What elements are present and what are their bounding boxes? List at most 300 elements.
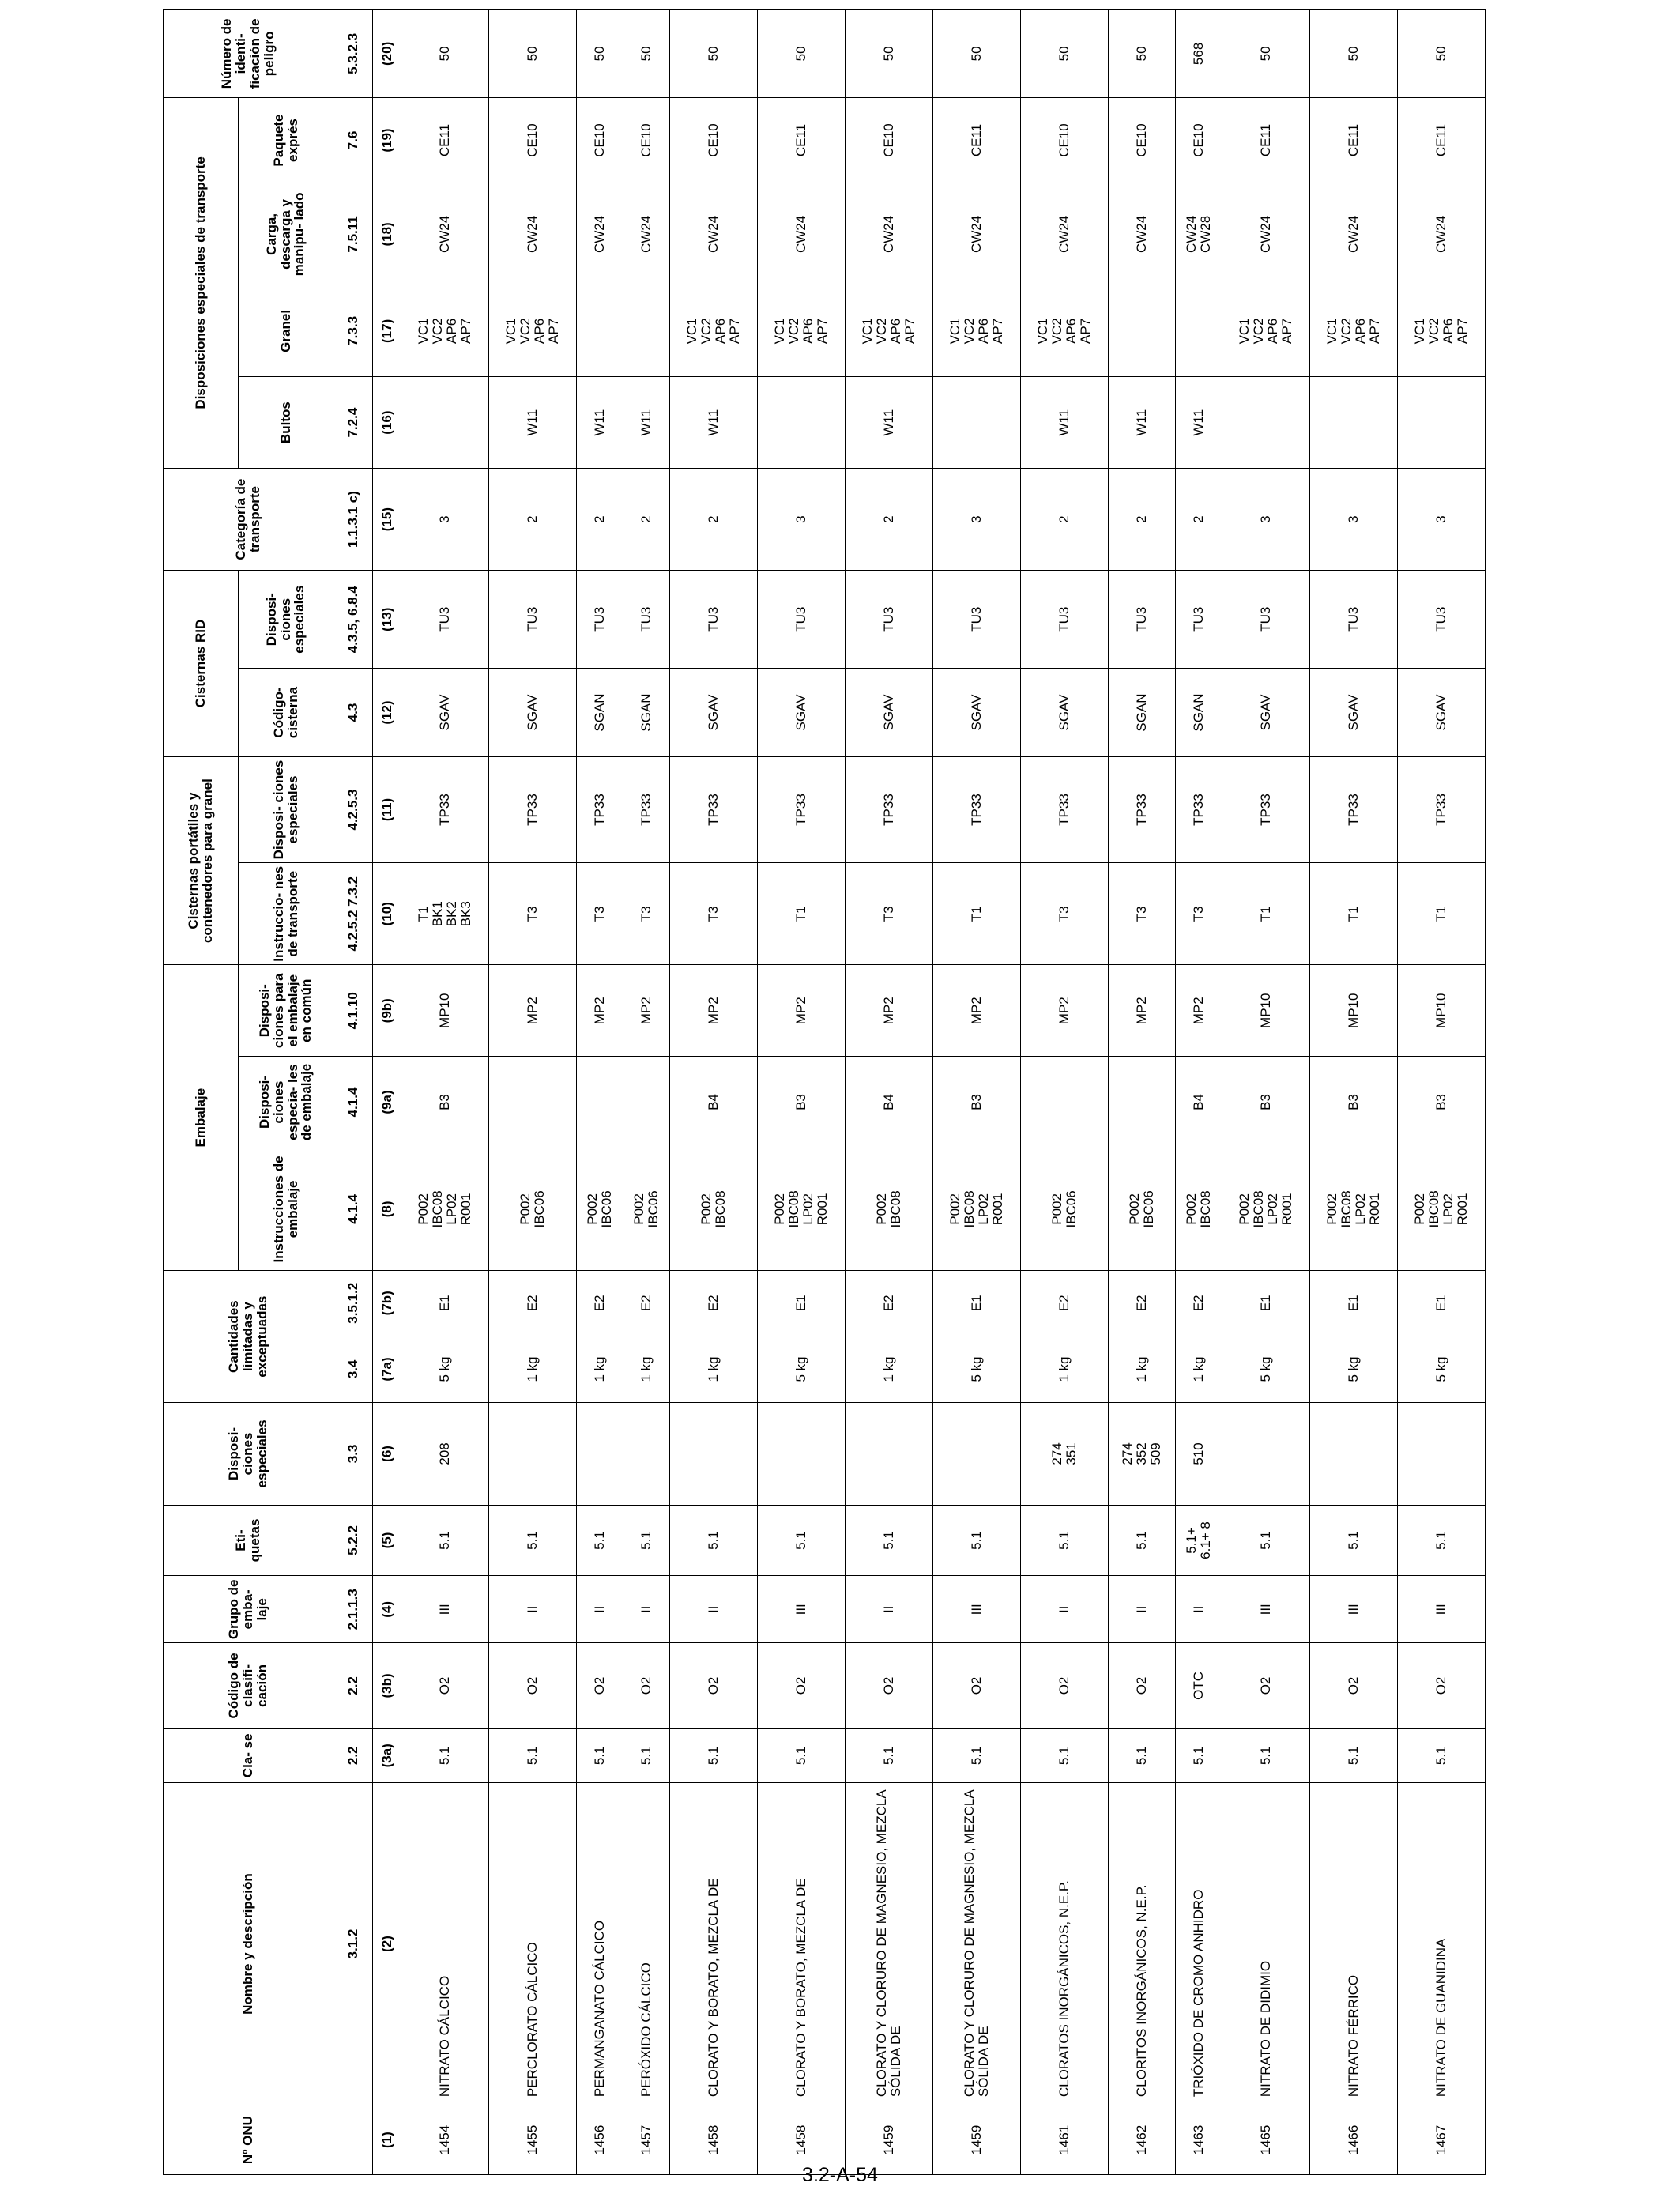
table-row bbox=[1309, 10, 1397, 2175]
header-numero-peligro: Número de identi- ficación de peligro bbox=[164, 10, 333, 98]
table-cell: TP33 bbox=[846, 756, 933, 862]
table-cell bbox=[846, 1403, 933, 1505]
table-cell: T1 bbox=[1397, 863, 1485, 965]
table-cell: SGAV bbox=[1020, 669, 1108, 757]
substance-name-cell: CLORATO Y CLORURO DE MAGNESIO, MEZCLA SÓLIDA DE bbox=[932, 1782, 1020, 2105]
table-cell: T1 BK1 BK2 BK3 bbox=[401, 863, 489, 965]
substance-name-cell: TRIÓXIDO DE CROMO ANHIDRO bbox=[1175, 1782, 1222, 2105]
table-cell: CW24 bbox=[846, 183, 933, 285]
table-cell: MP10 bbox=[1397, 965, 1485, 1057]
table-cell: 50 bbox=[1222, 10, 1310, 98]
table-cell: W11 bbox=[623, 377, 670, 469]
table-cell: 50 bbox=[1020, 10, 1108, 98]
table-cell: CW24 bbox=[1108, 183, 1175, 285]
table-cell: 1454 bbox=[401, 2105, 489, 2175]
column-number-cell: (8) bbox=[373, 1148, 401, 1270]
column-number-cell: (5) bbox=[373, 1505, 401, 1576]
column-number-cell: (15) bbox=[373, 469, 401, 571]
header-disp-especiales-rid: Disposi- ciones especiales bbox=[239, 571, 333, 669]
table-cell: TP33 bbox=[623, 756, 670, 862]
table-cell: TU3 bbox=[576, 571, 623, 669]
table-cell: W11 bbox=[1108, 377, 1175, 469]
column-number-cell: (9a) bbox=[373, 1057, 401, 1148]
header-grupo-embalaje: Grupo de emba- laje bbox=[164, 1576, 333, 1643]
header-disp-especiales-embalaje: Disposi- ciones especia- les de embalaje bbox=[239, 1057, 333, 1148]
header-carga-descarga: Carga, descarga y manipu- lado bbox=[239, 183, 333, 285]
table-cell: III bbox=[932, 1576, 1020, 1643]
table-cell: P002 IBC08 bbox=[670, 1148, 758, 1270]
table-cell: II bbox=[846, 1576, 933, 1643]
header-cantidades: Cantidades limitadas y exceptuadas bbox=[164, 1270, 333, 1402]
table-cell: TP33 bbox=[758, 756, 846, 862]
table-cell: E2 bbox=[488, 1270, 576, 1336]
table-cell: TP33 bbox=[1222, 756, 1310, 862]
table-cell: VC1 VC2 AP6 AP7 bbox=[758, 285, 846, 377]
header-clase: Cla- se bbox=[164, 1728, 333, 1782]
table-cell: 5.1 bbox=[576, 1728, 623, 1782]
table-row bbox=[1175, 10, 1222, 2175]
table-cell: 1 kg bbox=[846, 1336, 933, 1403]
table-cell: 5.1 bbox=[623, 1728, 670, 1782]
table-cell: 2 bbox=[623, 469, 670, 571]
table-cell: TU3 bbox=[932, 571, 1020, 669]
table-cell: II bbox=[1175, 1576, 1222, 1643]
table-cell: 2 bbox=[576, 469, 623, 571]
table-row bbox=[576, 10, 623, 2175]
table-cell: B3 bbox=[932, 1057, 1020, 1148]
table-cell: SGAV bbox=[846, 669, 933, 757]
table-cell: W11 bbox=[1175, 377, 1222, 469]
table-cell: III bbox=[1397, 1576, 1485, 1643]
table-cell: 1458 bbox=[670, 2105, 758, 2175]
table-cell: E1 bbox=[1222, 1270, 1310, 1336]
column-number-cell: (13) bbox=[373, 571, 401, 669]
table-cell: MP2 bbox=[758, 965, 846, 1057]
table-row bbox=[670, 10, 758, 2175]
table-cell: SGAV bbox=[670, 669, 758, 757]
table-cell: II bbox=[1108, 1576, 1175, 1643]
table-cell: T3 bbox=[623, 863, 670, 965]
table-cell: 1456 bbox=[576, 2105, 623, 2175]
table-cell: 5 kg bbox=[401, 1336, 489, 1403]
substance-name-cell: NITRATO DE DIDIMIO bbox=[1222, 1782, 1310, 2105]
table-cell: B4 bbox=[670, 1057, 758, 1148]
reference-cell: 7.5.11 bbox=[333, 183, 373, 285]
table-cell: 5 kg bbox=[1309, 1336, 1397, 1403]
table-cell: CE10 bbox=[576, 97, 623, 183]
table-cell: CE10 bbox=[1020, 97, 1108, 183]
table-cell: B4 bbox=[846, 1057, 933, 1148]
table-cell: E2 bbox=[1175, 1270, 1222, 1336]
column-number-cell: (7a) bbox=[373, 1336, 401, 1403]
table-cell: E2 bbox=[576, 1270, 623, 1336]
table-cell: O2 bbox=[576, 1643, 623, 1729]
reference-cell: 3.4 bbox=[333, 1336, 373, 1403]
table-cell: CW24 bbox=[488, 183, 576, 285]
reference-cell: 1.1.3.1 c) bbox=[333, 469, 373, 571]
table-cell: TP33 bbox=[401, 756, 489, 862]
table-cell: W11 bbox=[488, 377, 576, 469]
column-number-cell: (1) bbox=[373, 2105, 401, 2175]
table-cell: III bbox=[758, 1576, 846, 1643]
substance-name-cell: CLORITOS INORGÁNICOS, N.E.P. bbox=[1108, 1782, 1175, 2105]
table-cell: 1 kg bbox=[1175, 1336, 1222, 1403]
table-cell: 1 kg bbox=[670, 1336, 758, 1403]
table-cell: SGAV bbox=[758, 669, 846, 757]
table-cell: E1 bbox=[401, 1270, 489, 1336]
table-cell: TU3 bbox=[670, 571, 758, 669]
header-disposiciones-especiales: Disposi- ciones especiales bbox=[164, 1403, 333, 1505]
table-cell bbox=[758, 1403, 846, 1505]
table-cell: P002 IBC06 bbox=[1108, 1148, 1175, 1270]
table-cell: CE11 bbox=[1222, 97, 1310, 183]
table-cell: MP2 bbox=[932, 965, 1020, 1057]
table-cell: 1467 bbox=[1397, 2105, 1485, 2175]
table-cell: W11 bbox=[576, 377, 623, 469]
table-cell: 50 bbox=[932, 10, 1020, 98]
table-cell: VC1 VC2 AP6 AP7 bbox=[1309, 285, 1397, 377]
table-cell: CE10 bbox=[846, 97, 933, 183]
table-cell: VC1 VC2 AP6 AP7 bbox=[488, 285, 576, 377]
table-cell: 1 kg bbox=[488, 1336, 576, 1403]
table-cell: 5.1 bbox=[1175, 1728, 1222, 1782]
table-cell: P002 IBC08 LP02 R001 bbox=[401, 1148, 489, 1270]
substance-name-cell: PERÓXIDO CÁLCICO bbox=[623, 1782, 670, 2105]
table-cell: CW24 bbox=[758, 183, 846, 285]
table-cell: CE10 bbox=[623, 97, 670, 183]
table-cell: SGAV bbox=[488, 669, 576, 757]
table-cell: 1 kg bbox=[576, 1336, 623, 1403]
table-cell: CE10 bbox=[1108, 97, 1175, 183]
table-cell: 5.1 bbox=[401, 1505, 489, 1576]
table-cell bbox=[670, 1403, 758, 1505]
table-cell: 50 bbox=[1397, 10, 1485, 98]
table-cell: 2 bbox=[488, 469, 576, 571]
table-cell: CW24 bbox=[623, 183, 670, 285]
table-cell: MP2 bbox=[1175, 965, 1222, 1057]
column-number-cell: (7b) bbox=[373, 1270, 401, 1336]
table-cell: 5.1 bbox=[1309, 1728, 1397, 1782]
table-cell: 5.1 bbox=[932, 1728, 1020, 1782]
table-cell bbox=[758, 377, 846, 469]
substance-name-cell: CLORATO Y CLORURO DE MAGNESIO, MEZCLA SÓLIDA DE bbox=[846, 1782, 933, 2105]
table-cell: 50 bbox=[1108, 10, 1175, 98]
substance-name-cell: CLORATOS INORGÁNICOS, N.E.P. bbox=[1020, 1782, 1108, 2105]
column-number-cell: (19) bbox=[373, 97, 401, 183]
table-cell: B4 bbox=[1175, 1057, 1222, 1148]
table-cell: O2 bbox=[846, 1643, 933, 1729]
table-cell: O2 bbox=[932, 1643, 1020, 1729]
table-cell: 2 bbox=[1108, 469, 1175, 571]
reference-cell: 4.3 bbox=[333, 669, 373, 757]
table-cell: TU3 bbox=[758, 571, 846, 669]
table-cell: MP2 bbox=[576, 965, 623, 1057]
table-cell: TP33 bbox=[1175, 756, 1222, 862]
table-cell: E2 bbox=[846, 1270, 933, 1336]
table-cell bbox=[576, 1057, 623, 1148]
reference-row bbox=[333, 10, 373, 2175]
table-cell: 5.1 bbox=[670, 1728, 758, 1782]
table-cell: CW24 bbox=[576, 183, 623, 285]
table-cell: 274 352 509 bbox=[1108, 1403, 1175, 1505]
table-cell: 50 bbox=[576, 10, 623, 98]
table-body bbox=[401, 10, 1486, 2175]
table-cell: CE10 bbox=[1175, 97, 1222, 183]
table-cell: 5.1 bbox=[758, 1728, 846, 1782]
table-cell: 3 bbox=[758, 469, 846, 571]
table-cell: O2 bbox=[1397, 1643, 1485, 1729]
table-cell: 1463 bbox=[1175, 2105, 1222, 2175]
reference-cell: 7.6 bbox=[333, 97, 373, 183]
table-cell: 274 351 bbox=[1020, 1403, 1108, 1505]
table-cell: CW24 bbox=[1020, 183, 1108, 285]
table-cell: B3 bbox=[401, 1057, 489, 1148]
table-cell: TP33 bbox=[932, 756, 1020, 862]
table-cell: MP2 bbox=[670, 965, 758, 1057]
table-cell: TU3 bbox=[1222, 571, 1310, 669]
column-number-cell: (4) bbox=[373, 1576, 401, 1643]
table-cell: SGAN bbox=[623, 669, 670, 757]
substance-name-cell: NITRATO DE GUANIDINA bbox=[1397, 1782, 1485, 2105]
column-number-cell: (10) bbox=[373, 863, 401, 965]
table-cell: 1 kg bbox=[1020, 1336, 1108, 1403]
table-cell bbox=[1222, 1403, 1310, 1505]
table-cell: W11 bbox=[1020, 377, 1108, 469]
table-cell: P002 IBC06 bbox=[1020, 1148, 1108, 1270]
header-instrucciones-transporte: Instruccio- nes de transporte bbox=[239, 863, 333, 965]
table-cell: MP2 bbox=[1020, 965, 1108, 1057]
table-cell: 2 bbox=[1020, 469, 1108, 571]
table-cell: 3 bbox=[1222, 469, 1310, 571]
table-cell: O2 bbox=[401, 1643, 489, 1729]
substance-name-cell: NITRATO FÉRRICO bbox=[1309, 1782, 1397, 2105]
table-cell: TU3 bbox=[623, 571, 670, 669]
table-cell: W11 bbox=[670, 377, 758, 469]
header-codigo-clasificacion: Código de clasifi- cación bbox=[164, 1643, 333, 1729]
header-no-onu: Nº ONU bbox=[164, 2105, 333, 2175]
table-cell: E1 bbox=[1397, 1270, 1485, 1336]
table-cell: 5.1 bbox=[758, 1505, 846, 1576]
table-cell: SGAN bbox=[576, 669, 623, 757]
table-cell: E2 bbox=[1108, 1270, 1175, 1336]
table-cell: CE11 bbox=[758, 97, 846, 183]
table-cell bbox=[1020, 1057, 1108, 1148]
table-cell: III bbox=[1309, 1576, 1397, 1643]
table-cell bbox=[1175, 285, 1222, 377]
header-disposiciones-transporte: Disposiciones especiales de transporte bbox=[164, 97, 239, 468]
table-cell bbox=[576, 1403, 623, 1505]
table-cell: T1 bbox=[932, 863, 1020, 965]
reference-cell: 5.2.2 bbox=[333, 1505, 373, 1576]
table-cell: TU3 bbox=[1108, 571, 1175, 669]
header-granel: Granel bbox=[239, 285, 333, 377]
table-cell bbox=[401, 377, 489, 469]
reference-cell: 3.3 bbox=[333, 1403, 373, 1505]
table-cell bbox=[488, 1057, 576, 1148]
table-cell: E2 bbox=[670, 1270, 758, 1336]
table-row bbox=[623, 10, 670, 2175]
reference-cell: 7.2.4 bbox=[333, 377, 373, 469]
table-cell: T3 bbox=[670, 863, 758, 965]
table-cell: 1458 bbox=[758, 2105, 846, 2175]
header-nombre: Nombre y descripción bbox=[164, 1782, 333, 2105]
table-cell: CE11 bbox=[401, 97, 489, 183]
table-cell: T1 bbox=[1222, 863, 1310, 965]
table-cell bbox=[1397, 1403, 1485, 1505]
table-row bbox=[1108, 10, 1175, 2175]
table-cell: II bbox=[623, 1576, 670, 1643]
table-cell: 1 kg bbox=[623, 1336, 670, 1403]
table-cell: P002 IBC08 bbox=[1175, 1148, 1222, 1270]
table-cell: B3 bbox=[758, 1057, 846, 1148]
table-cell: SGAV bbox=[401, 669, 489, 757]
table-cell: VC1 VC2 AP6 AP7 bbox=[1397, 285, 1485, 377]
table-cell: W11 bbox=[846, 377, 933, 469]
table-cell: P002 IBC06 bbox=[576, 1148, 623, 1270]
table-cell: CE11 bbox=[1397, 97, 1485, 183]
table-cell: E1 bbox=[932, 1270, 1020, 1336]
table-cell: O2 bbox=[488, 1643, 576, 1729]
table-cell: T3 bbox=[576, 863, 623, 965]
table-cell: CE10 bbox=[670, 97, 758, 183]
table-cell: P002 IBC08 LP02 R001 bbox=[1397, 1148, 1485, 1270]
table-cell: 3 bbox=[932, 469, 1020, 571]
table-cell: O2 bbox=[1222, 1643, 1310, 1729]
table-cell: 5 kg bbox=[758, 1336, 846, 1403]
table-cell bbox=[1108, 285, 1175, 377]
dangerous-goods-table bbox=[163, 9, 1486, 2175]
table-cell bbox=[623, 1403, 670, 1505]
table-cell: 50 bbox=[846, 10, 933, 98]
table-cell: 1461 bbox=[1020, 2105, 1108, 2175]
table-cell: 5 kg bbox=[932, 1336, 1020, 1403]
column-number-cell: (16) bbox=[373, 377, 401, 469]
header-instrucciones-embalaje: Instrucciones de embalaje bbox=[239, 1148, 333, 1270]
table-cell: 568 bbox=[1175, 10, 1222, 98]
table-cell: O2 bbox=[758, 1643, 846, 1729]
column-number-cell: (3b) bbox=[373, 1643, 401, 1729]
table-cell: 510 bbox=[1175, 1403, 1222, 1505]
table-cell: VC1 VC2 AP6 AP7 bbox=[401, 285, 489, 377]
table-cell bbox=[623, 285, 670, 377]
substance-name-cell: PERCLORATO CÁLCICO bbox=[488, 1782, 576, 2105]
table-cell bbox=[932, 1403, 1020, 1505]
header-disp-especiales-cisternas: Disposi- ciones especiales bbox=[239, 756, 333, 862]
column-number-cell: (3a) bbox=[373, 1728, 401, 1782]
table-row bbox=[1222, 10, 1310, 2175]
table-cell: TP33 bbox=[1309, 756, 1397, 862]
table-cell: CW24 CW28 bbox=[1175, 183, 1222, 285]
substance-name-cell: PERMANGANATO CÁLCICO bbox=[576, 1782, 623, 2105]
table-cell: VC1 VC2 AP6 AP7 bbox=[932, 285, 1020, 377]
table-cell: 208 bbox=[401, 1403, 489, 1505]
reference-cell: 4.2.5.2 7.3.2 bbox=[333, 863, 373, 965]
table-cell: T1 bbox=[758, 863, 846, 965]
table-cell: E1 bbox=[758, 1270, 846, 1336]
table-cell: O2 bbox=[1020, 1643, 1108, 1729]
table-cell: TP33 bbox=[1397, 756, 1485, 862]
table-cell: 50 bbox=[401, 10, 489, 98]
table-cell: 2 bbox=[846, 469, 933, 571]
table-cell: 3 bbox=[1309, 469, 1397, 571]
table-cell: TU3 bbox=[1175, 571, 1222, 669]
table-cell: P002 IBC08 LP02 R001 bbox=[1309, 1148, 1397, 1270]
column-number-cell: (12) bbox=[373, 669, 401, 757]
reference-cell: 4.1.10 bbox=[333, 965, 373, 1057]
table-cell: III bbox=[1222, 1576, 1310, 1643]
reference-cell: 4.1.4 bbox=[333, 1148, 373, 1270]
table-cell: E2 bbox=[1020, 1270, 1108, 1336]
table-cell: 5.1 bbox=[623, 1505, 670, 1576]
table-cell bbox=[1309, 377, 1397, 469]
table-cell: T3 bbox=[1108, 863, 1175, 965]
reference-cell: 4.3.5, 6.8.4 bbox=[333, 571, 373, 669]
table-cell: OTC bbox=[1175, 1643, 1222, 1729]
table-cell: MP2 bbox=[623, 965, 670, 1057]
table-cell bbox=[1397, 377, 1485, 469]
reference-cell: 4.2.5.3 bbox=[333, 756, 373, 862]
table-cell bbox=[932, 377, 1020, 469]
reference-cell: 5.3.2.3 bbox=[333, 10, 373, 98]
header-paquete-expres: Paquete exprés bbox=[239, 97, 333, 183]
reference-cell: 3.1.2 bbox=[333, 1782, 373, 2105]
table-cell: CW24 bbox=[1222, 183, 1310, 285]
header-etiquetas: Eti- quetas bbox=[164, 1505, 333, 1576]
table-cell bbox=[488, 1403, 576, 1505]
table-cell: 5.1 bbox=[488, 1728, 576, 1782]
page-number: 3.2-A-54 bbox=[802, 2164, 878, 2186]
table-cell: TU3 bbox=[1020, 571, 1108, 669]
substance-name-cell: NITRATO CÁLCICO bbox=[401, 1782, 489, 2105]
table-cell: 1455 bbox=[488, 2105, 576, 2175]
header-bultos: Bultos bbox=[239, 377, 333, 469]
table-cell: 5.1 bbox=[932, 1505, 1020, 1576]
table-cell: III bbox=[401, 1576, 489, 1643]
table-cell: MP10 bbox=[401, 965, 489, 1057]
table-row bbox=[758, 10, 846, 2175]
table-cell: SGAV bbox=[1309, 669, 1397, 757]
table-cell: VC1 VC2 AP6 AP7 bbox=[846, 285, 933, 377]
column-number-cell: (9b) bbox=[373, 965, 401, 1057]
table-row bbox=[1020, 10, 1108, 2175]
table-cell: VC1 VC2 AP6 AP7 bbox=[1020, 285, 1108, 377]
table-cell bbox=[1108, 1057, 1175, 1148]
table-cell: 5.1 bbox=[1397, 1728, 1485, 1782]
table-cell: VC1 VC2 AP6 AP7 bbox=[670, 285, 758, 377]
table-cell: TP33 bbox=[1108, 756, 1175, 862]
table-cell: 5.1 bbox=[576, 1505, 623, 1576]
table-cell: SGAV bbox=[1397, 669, 1485, 757]
table-cell: P002 IBC08 bbox=[846, 1148, 933, 1270]
table-cell: O2 bbox=[1108, 1643, 1175, 1729]
table-row bbox=[488, 10, 576, 2175]
table-row bbox=[932, 10, 1020, 2175]
table-cell: 3 bbox=[401, 469, 489, 571]
table-cell: T3 bbox=[488, 863, 576, 965]
table-cell: 2 bbox=[1175, 469, 1222, 571]
table-cell: 2 bbox=[670, 469, 758, 571]
table-cell: 50 bbox=[670, 10, 758, 98]
reference-cell: 4.1.4 bbox=[333, 1057, 373, 1148]
table-cell: 5.1 bbox=[401, 1728, 489, 1782]
header-codigo-cisterna: Código- cisterna bbox=[239, 669, 333, 757]
table-cell: TP33 bbox=[1020, 756, 1108, 862]
table-cell: 1459 bbox=[846, 2105, 933, 2175]
table-cell bbox=[576, 285, 623, 377]
table-cell: 5.1 bbox=[1222, 1728, 1310, 1782]
table-cell: TP33 bbox=[670, 756, 758, 862]
table-cell: O2 bbox=[623, 1643, 670, 1729]
